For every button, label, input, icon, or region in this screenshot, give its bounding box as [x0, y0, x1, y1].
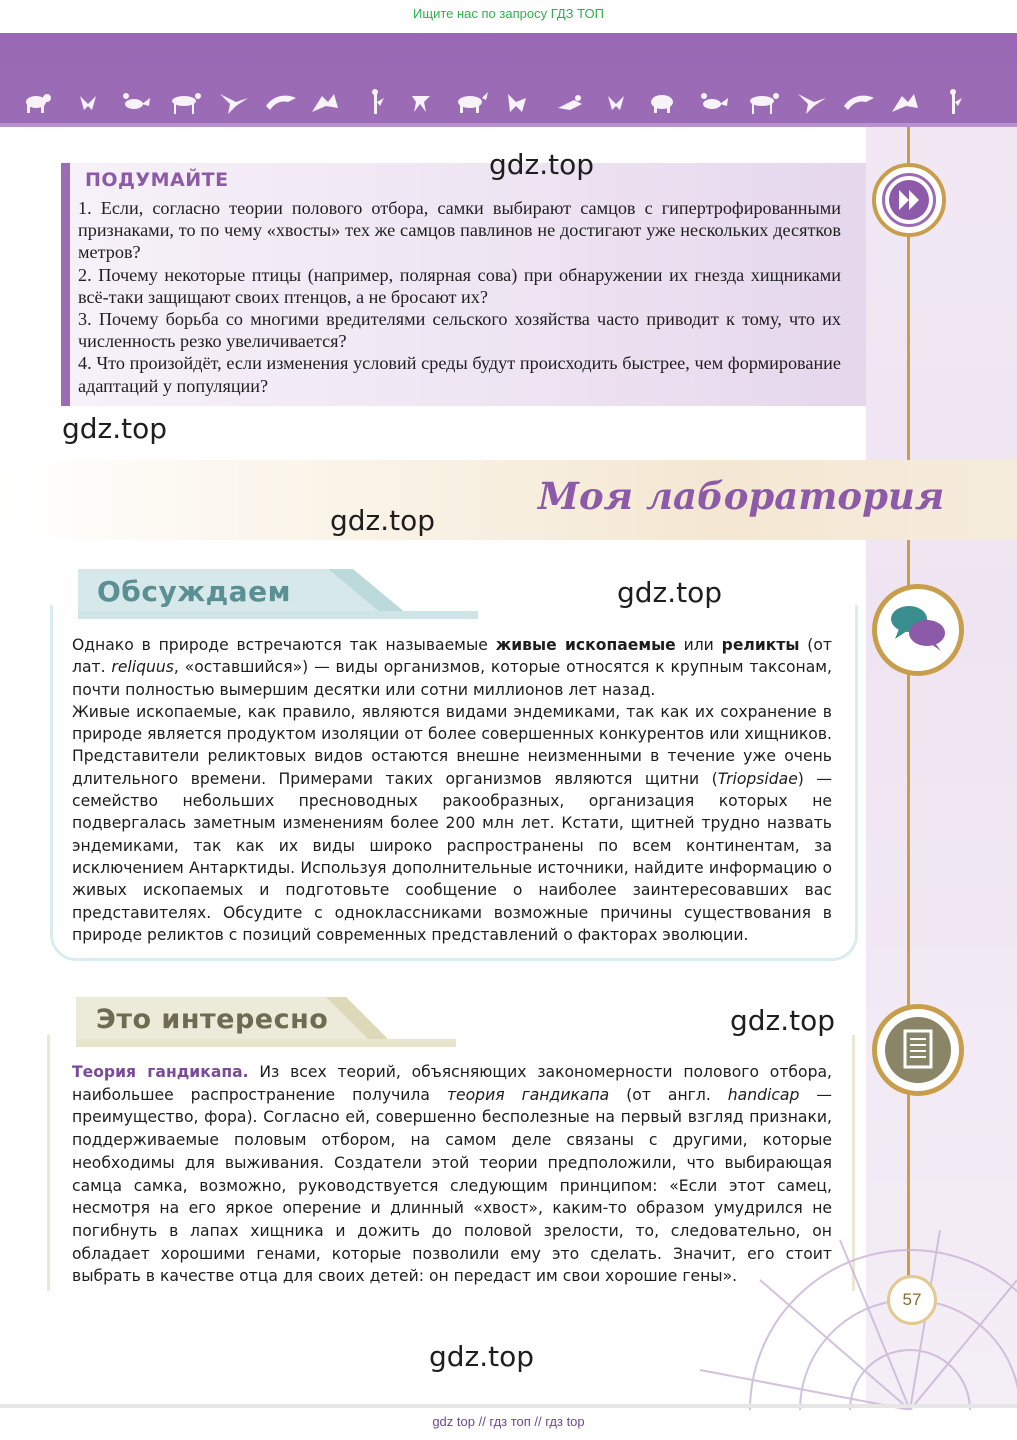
animal-icon: [266, 96, 296, 110]
animal-icon: [458, 92, 488, 113]
document-icon: [885, 1017, 951, 1083]
term-living-fossils: живые ископаемые: [495, 636, 676, 654]
fast-forward-icon: [885, 176, 933, 224]
animal-icon: [508, 94, 526, 112]
think-question: 4. Что произойдёт, если изменения условий среды будут происходить быстрее, чем формирование адаптаций у популяции?: [78, 353, 841, 396]
timeline-line: [907, 127, 910, 1287]
animal-icon: [80, 96, 96, 110]
animal-icon: [220, 94, 248, 114]
animal-icon: [750, 93, 779, 114]
think-questions: [78, 197, 841, 397]
footer-links: gdz top // гдз топ // гдз top: [432, 1414, 585, 1429]
watermark: gdz.top: [730, 1004, 836, 1037]
interest-title: Это интересно: [96, 1004, 329, 1035]
speech-bubbles-icon: [877, 589, 959, 671]
animal-icon: [26, 94, 51, 113]
animal-icon: [412, 96, 430, 112]
animals-strip: [22, 88, 982, 116]
watermark: gdz.top: [429, 1340, 535, 1373]
animal-icon: [950, 89, 962, 114]
think-box: [61, 163, 866, 406]
footer-divider: [0, 1404, 1017, 1408]
discuss-title: Обсуждаем: [97, 575, 291, 608]
decorative-web: [640, 1220, 1017, 1410]
animal-icon: [608, 96, 624, 110]
discuss-paragraph: Живые ископаемые, как правило, являются видами эндемиками, так как их сохранение в природе является продуктом изоляции от более совершенных конкурентов или хищников. Представители реликтовых видов остаются внешне неизменными в течение уже очень длительного времени. Примерами таких организмов являются щитни (Triopsidae) — семейство небольших пресноводных ракообразных, организация которых не подвергалась заметным изменениям более 200 млн лет. Кстати, щитней трудно назвать эндемиками, так как их виды широко распространены по всем континентам, за исключением Антарктиды. Используя дополнительные источники, найдите информацию о живых ископаемых и подготовьте сообщение о наиболее заинтересовавших вас представителях. Обсудите с одноклассниками возможные причины существования в природе реликтов с позиций современных представлений о факторах эволюции.: [72, 702, 832, 944]
think-question: 3. Почему борьба со многими вредителями сельского хозяйства часто приводит к тому, что их численность резко увеличивается?: [78, 309, 841, 352]
animal-icon: [312, 94, 338, 112]
animal-icon: [558, 95, 582, 110]
top-note: Ищите нас по запросу ГДЗ ТОП: [413, 6, 604, 21]
discuss-paragraph: Однако в природе встречаются так называемые живые ископаемые или реликты (от лат. reliquus, «оставшийся») — виды организмов, которые относятся к крупным таксонам, почти полностью вымершим десятки или сотни миллионов лет назад.: [72, 636, 833, 699]
animal-icon: [798, 94, 826, 114]
think-question: 1. Если, согласно теории полового отбора, самки выбирают самцов с гипертрофированными признаками, то по чему «хвосты» тех же самцов павлинов не достигают уже нескольких десятков метров?: [78, 198, 841, 263]
lab-title: Моя лаборатория: [538, 474, 945, 518]
animal-icon: [372, 89, 384, 114]
page-number: 57: [887, 1275, 937, 1325]
animal-icon: [701, 93, 728, 109]
interest-lead: Теория гандикапа.: [72, 1063, 249, 1081]
right-side-strip: [866, 127, 1017, 1407]
interest-paragraph: Теория гандикапа. Из всех теорий, объясняющих закономерности полового отбора, наибольшее распространение получила теория гандикапа (от англ. handicap — преимущество, фора). Согласно ей, совершенно бесполезные на первый взгляд признаки, поддерживаемые половым отбором, на самом деле связаны с другими, которые необходимы для выживания. Создатели этой теории предположили, что выбирающая самца самка, возможно, руководствуется следующим принципом: «Если этот самец, несмотря на его яркое оперение и длинный «хвост», каким-то образом умудрился не погибнуть в лапах хищника и дожить до половой зрелости, то, следовательно, он обладает хорошими генами, которые позволили ему это сделать. Значит, его стоит выбрать в качестве отца для своих детей: он передаст им свои хорошие гены».: [72, 1063, 832, 1286]
think-question: 2. Почему некоторые птицы (например, полярная сова) при обнаружении их гнезда хищниками всё-таки защищают своих птенцов, а не бросают их?: [78, 264, 841, 307]
animal-icon: [651, 95, 673, 113]
animal-icon: [892, 94, 918, 112]
animal-icon: [172, 93, 201, 114]
animal-icon: [844, 96, 874, 110]
animal-icon: [123, 93, 150, 109]
discuss-badge: [872, 584, 964, 676]
term-relicts: реликты: [721, 636, 800, 654]
watermark: gdz.top: [617, 576, 723, 609]
interest-badge: [872, 1004, 964, 1096]
watermark: gdz.top: [62, 412, 168, 445]
watermark: gdz.top: [489, 148, 595, 181]
watermark: gdz.top: [330, 504, 436, 537]
think-title: ПОДУМАЙТЕ: [85, 169, 229, 191]
forward-badge: [872, 163, 946, 237]
discuss-text: [72, 634, 832, 946]
